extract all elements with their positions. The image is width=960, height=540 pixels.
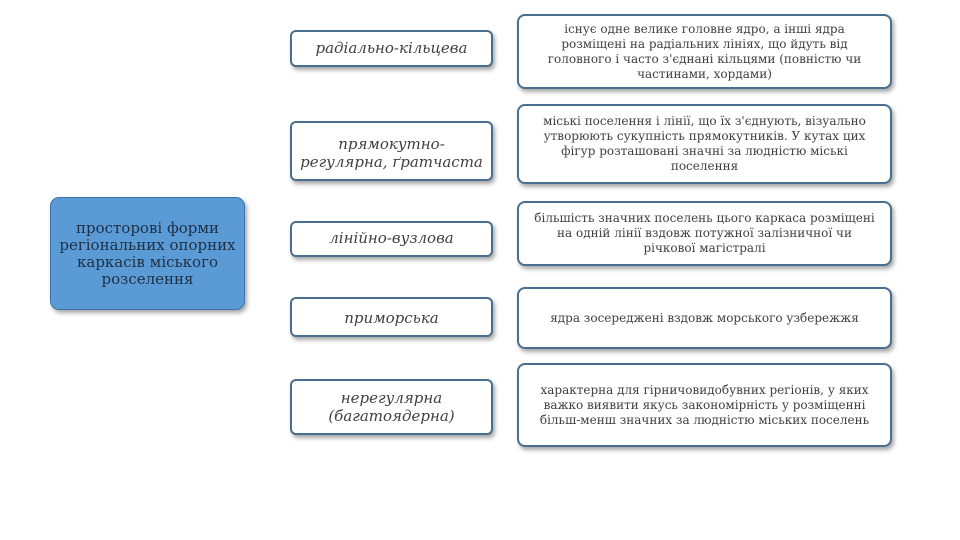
root-node-label: просторові форми регіональних опорних каркасів міського розселення — [59, 218, 236, 288]
description-node-irregular — [517, 363, 892, 447]
root-node — [50, 197, 245, 310]
type-node-label: радіально-кільцева — [315, 39, 468, 57]
type-node-label: лінійно-вузлова — [329, 229, 454, 247]
description-node-label: існує одне велике головне ядро, а інші ядра розміщені на радіальних лініях, що йдуть від головного і часто з'єднані кільцями (повністю чи частинами, хордами) — [547, 21, 862, 81]
type-node-linear-nodal — [290, 221, 493, 257]
description-node-label: більшість значних поселень цього каркаса розміщені на одній лінії вздовж потужної залізничної чи річкової магістралі — [534, 211, 875, 255]
type-node-label: нерегулярна (багатоядерна) — [328, 389, 455, 425]
type-node-radial-ring — [290, 30, 493, 67]
description-node-label: міські поселення і лінії, що їх з'єднують, візуально утворюють сукупність прямокутників. У кутах цих фігур розташовані значні за людністю міські поселення — [543, 114, 866, 173]
type-node-irregular — [290, 379, 493, 435]
type-node-rectangular-grid — [290, 121, 493, 181]
type-node-label: приморська — [344, 309, 439, 327]
description-node-rectangular-grid — [517, 104, 892, 184]
description-node-label: ядра зосереджені вздовж морського узбережжя — [550, 310, 859, 325]
description-node-coastal — [517, 287, 892, 349]
type-node-coastal — [290, 297, 493, 337]
description-node-radial-ring — [517, 14, 892, 89]
description-node-linear-nodal — [517, 201, 892, 266]
description-node-label: характерна для гірничовидобувних регіонів, у яких важко виявити якусь закономірність у розміщенні більш-менш значних за людністю міських поселень — [539, 382, 870, 427]
type-node-label: прямокутно-регулярна, ґратчаста — [300, 135, 483, 171]
